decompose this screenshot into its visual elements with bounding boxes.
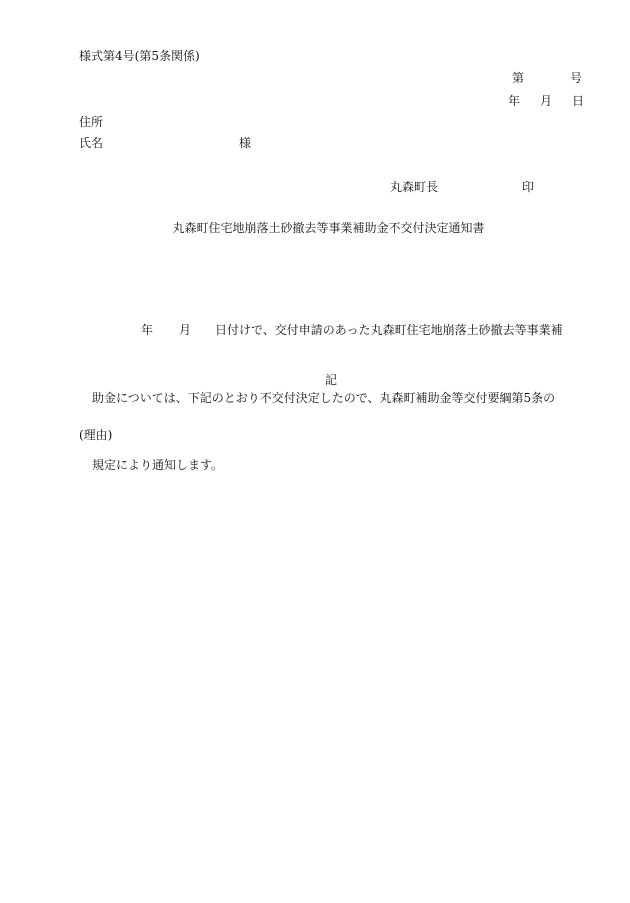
body-line-1 bbox=[92, 319, 588, 342]
issuer-title: 丸森町長 bbox=[390, 180, 439, 194]
body-line-3: 規定により通知します。 bbox=[92, 458, 224, 472]
document-number-suffix: 号 bbox=[570, 71, 583, 85]
body-line-2: 助金については、下記のとおり不交付決定したので、丸森町補助金等交付要綱第5条の bbox=[92, 390, 556, 405]
body-line-1-text: 日付けで、交付申請のあった丸森町住宅地崩落土砂撤去等事業補 bbox=[215, 323, 563, 337]
date-month-label: 月 bbox=[540, 94, 553, 108]
notice-body bbox=[92, 274, 588, 522]
recipient-honorific: 様 bbox=[239, 136, 252, 150]
body-year-label: 年 bbox=[141, 323, 154, 337]
date-year-label: 年 bbox=[508, 94, 521, 108]
recipient-name-label: 氏名 bbox=[79, 136, 104, 150]
seal-mark: 印 bbox=[522, 180, 535, 194]
date-day-label: 日 bbox=[572, 94, 585, 108]
document-number-label: 第 bbox=[512, 71, 525, 85]
document-title: 丸森町住宅地崩落土砂撤去等事業補助金不交付決定通知書 bbox=[172, 221, 485, 235]
reason-label: (理由) bbox=[79, 428, 113, 442]
body-month-label: 月 bbox=[179, 323, 192, 337]
form-number: 様式第4号(第5条関係) bbox=[79, 49, 200, 63]
ki-heading: 記 bbox=[324, 373, 337, 387]
recipient-address-label: 住所 bbox=[79, 115, 104, 129]
